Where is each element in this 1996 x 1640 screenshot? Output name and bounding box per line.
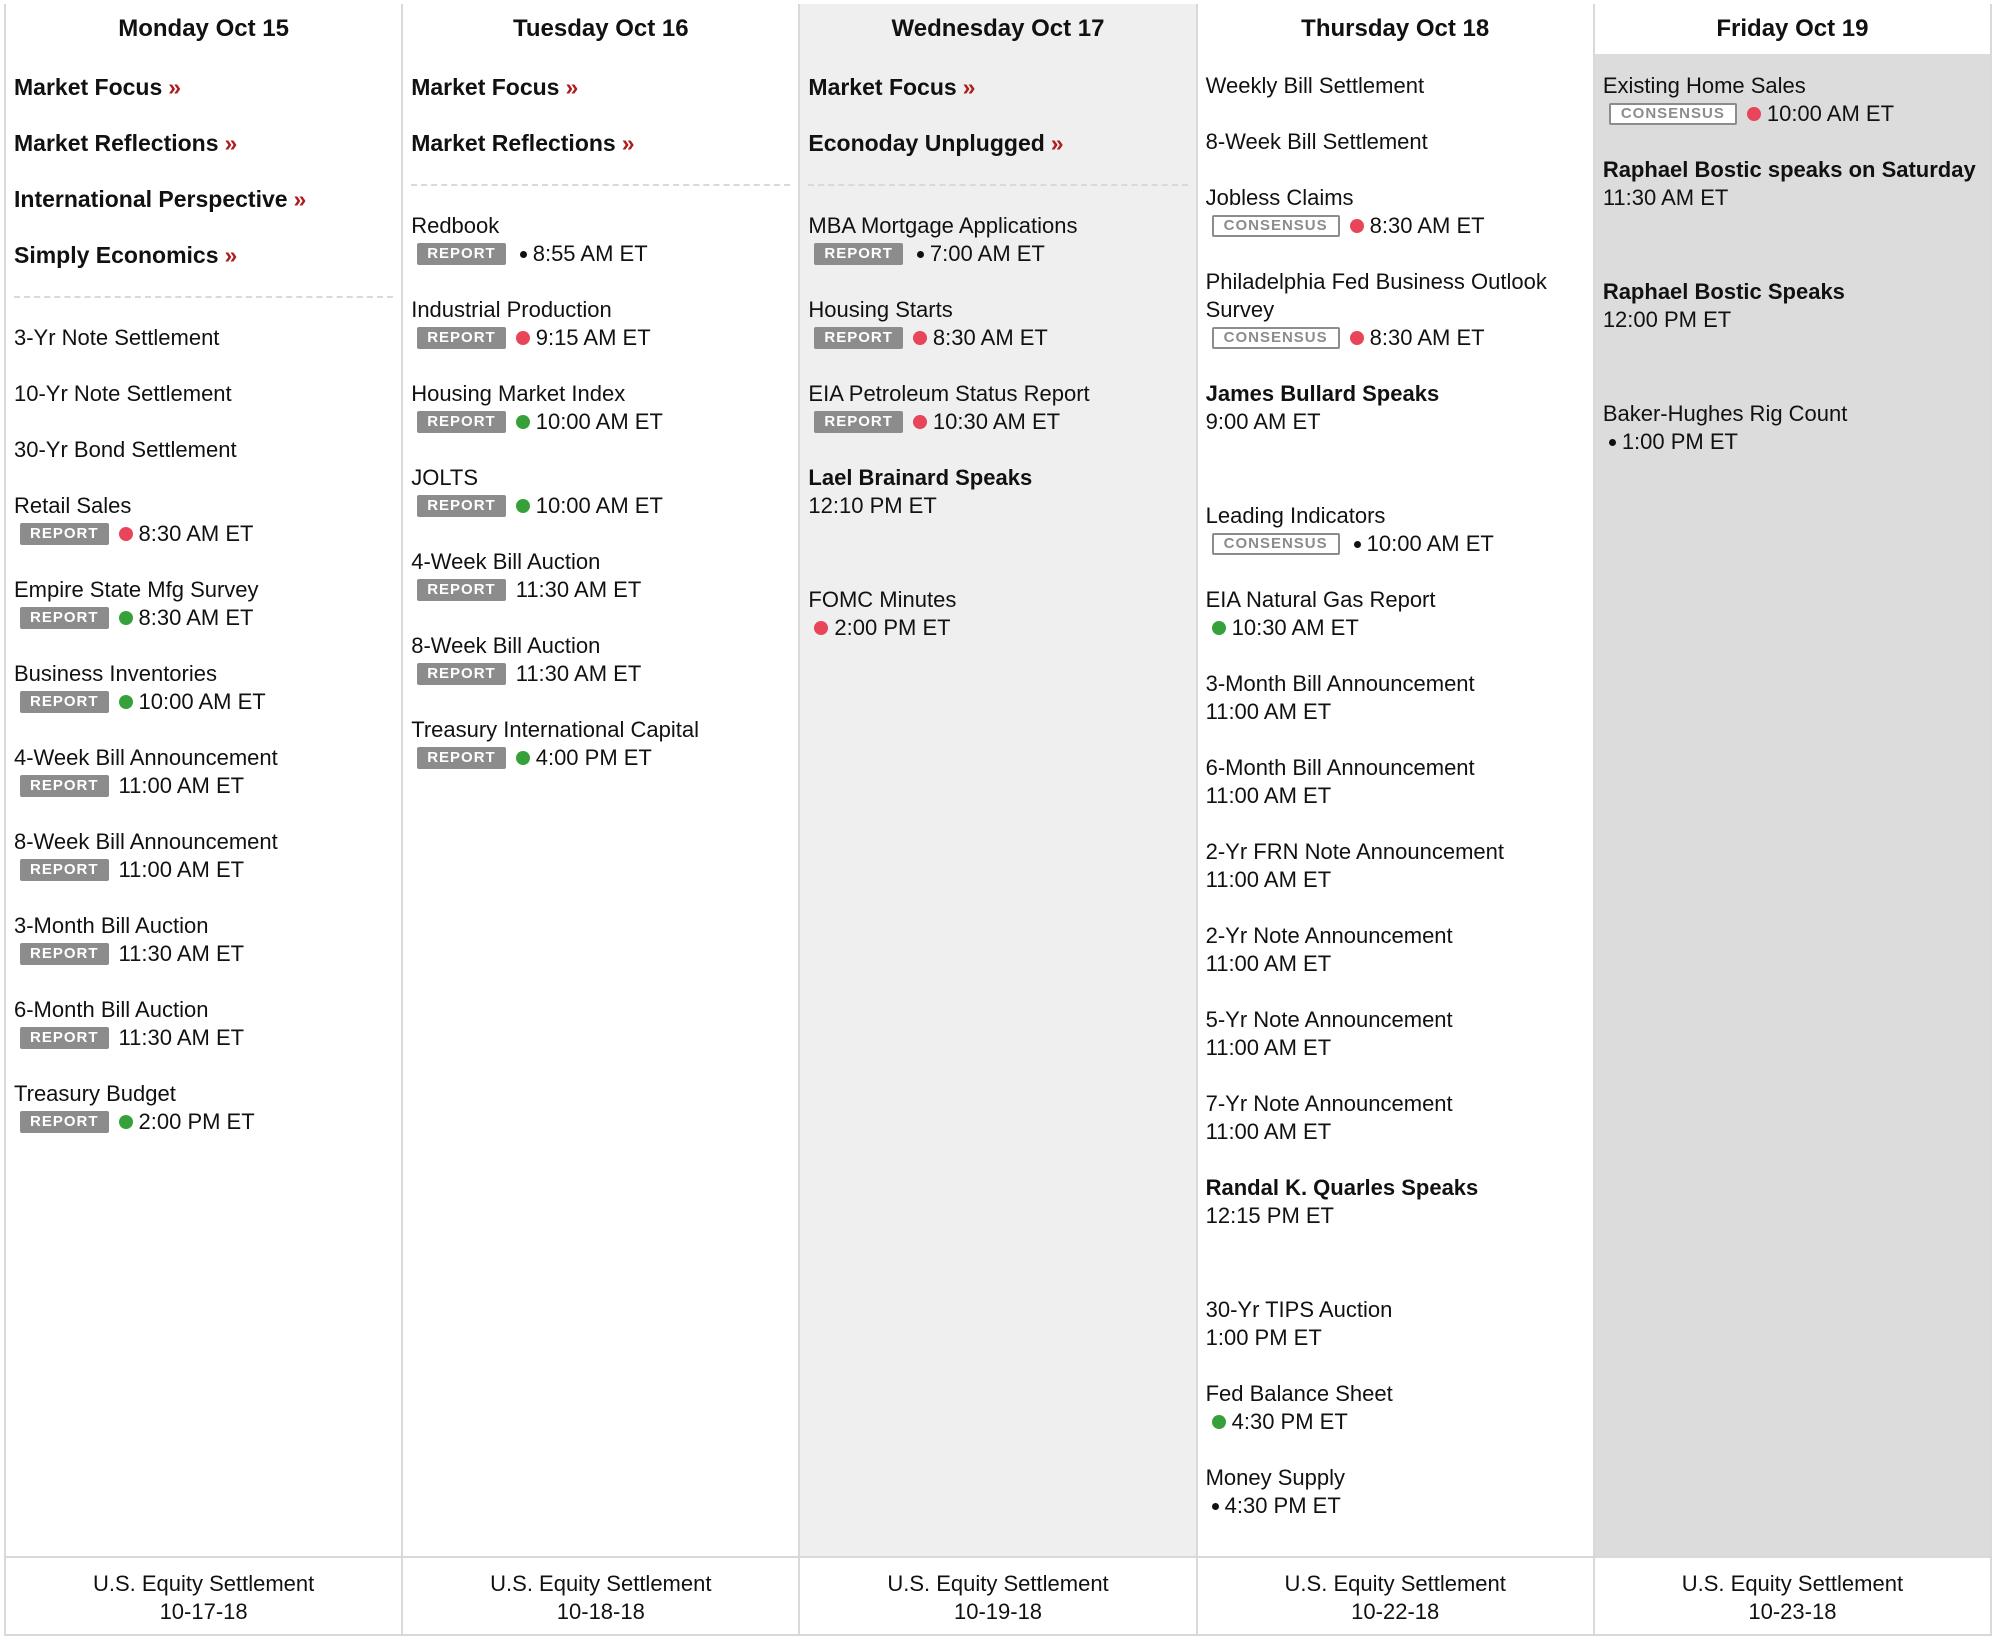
report-badge[interactable]: REPORT [417, 747, 506, 769]
divider [808, 184, 1187, 186]
event-name-link[interactable]: 5-Yr Note Announcement [1205, 1007, 1453, 1032]
event-name-link[interactable]: Redbook [411, 213, 500, 238]
event-name-link[interactable]: 4-Week Bill Auction [411, 549, 601, 574]
feature-link[interactable] [14, 240, 393, 296]
report-badge[interactable]: REPORT [20, 943, 109, 965]
event-name-link[interactable]: Raphael Bostic Speaks [1602, 279, 1845, 304]
event-meta [411, 576, 790, 604]
event-name-link[interactable]: Baker-Hughes Rig Count [1602, 401, 1848, 426]
day-footer [1595, 1556, 1990, 1634]
event-meta [1206, 698, 1585, 726]
event-time: 11:00 AM ET [118, 857, 245, 882]
day-events [403, 54, 798, 1556]
event-name-link[interactable]: Lael Brainard Speaks [808, 465, 1033, 490]
calendar-event [1206, 502, 1585, 558]
event-meta [1206, 1492, 1585, 1520]
event-time: 12:15 PM ET [1205, 1203, 1334, 1228]
event-name-link[interactable]: JOLTS [411, 465, 479, 490]
event-name-link[interactable]: 4-Week Bill Announcement [14, 745, 278, 770]
calendar-event [1206, 268, 1585, 352]
event-time: 10:00 AM ET [1766, 101, 1895, 126]
event-name-link[interactable]: 8-Week Bill Settlement [1205, 129, 1428, 154]
event-name-link[interactable]: Industrial Production [411, 297, 612, 322]
calendar-event [14, 380, 393, 408]
black-dot-icon [520, 251, 527, 258]
day-events [1198, 54, 1593, 1556]
event-name-link[interactable]: Business Inventories [14, 661, 217, 686]
event-meta [14, 1024, 393, 1052]
event-time: 1:00 PM ET [1205, 1325, 1322, 1350]
event-name-link[interactable]: 2-Yr FRN Note Announcement [1205, 839, 1504, 864]
calendar-event [14, 436, 393, 464]
event-time: 11:00 AM ET [118, 773, 245, 798]
event-time: 10:00 AM ET [1366, 531, 1494, 556]
calendar-event [1206, 1006, 1585, 1062]
feature-links [808, 54, 1187, 184]
report-badge[interactable]: REPORT [417, 495, 506, 517]
event-meta [808, 614, 1187, 642]
black-dot-icon [1212, 1503, 1219, 1510]
event-name-link[interactable]: 3-Yr Note Settlement [14, 325, 220, 350]
event-meta [1206, 1324, 1585, 1352]
event-name-link[interactable]: Treasury Budget [14, 1081, 176, 1106]
event-meta [1603, 428, 1982, 456]
event-name-link[interactable]: 30-Yr TIPS Auction [1205, 1297, 1393, 1322]
event-meta [1206, 212, 1585, 240]
day-column [6, 4, 403, 1634]
consensus-badge[interactable]: CONSENSUS [1212, 533, 1340, 555]
calendar-event [1206, 1464, 1585, 1520]
event-time: 10:00 AM ET [535, 493, 663, 518]
event-name-link[interactable]: MBA Mortgage Applications [808, 213, 1078, 238]
event-meta [1603, 100, 1982, 128]
red-dot-icon [516, 331, 530, 345]
feature-label: Market Reflections [14, 130, 219, 156]
red-dot-icon [913, 331, 927, 345]
calendar-event [1206, 670, 1585, 726]
event-name-link[interactable]: 8-Week Bill Auction [411, 633, 601, 658]
event-name-link[interactable]: 6-Month Bill Announcement [1205, 755, 1475, 780]
report-badge[interactable]: REPORT [20, 691, 109, 713]
event-meta [1603, 306, 1982, 334]
consensus-badge[interactable]: CONSENSUS [1609, 103, 1737, 125]
settlement-label: U.S. Equity Settlement [1681, 1571, 1904, 1596]
event-meta [1206, 1202, 1585, 1230]
calendar-event [1206, 1090, 1585, 1146]
event-meta [411, 660, 790, 688]
event-name-link[interactable]: 3-Month Bill Auction [14, 913, 209, 938]
black-dot-icon [917, 251, 924, 258]
event-meta [411, 492, 790, 520]
day-column [1198, 4, 1595, 1634]
consensus-badge[interactable]: CONSENSUS [1212, 215, 1340, 237]
event-name-link[interactable]: Raphael Bostic speaks on Saturday [1602, 157, 1976, 182]
calendar-event [1603, 72, 1982, 128]
feature-link[interactable] [411, 128, 790, 184]
day-events [1595, 54, 1990, 1556]
calendar-event [1603, 156, 1982, 212]
day-header: Friday Oct 19 [1716, 15, 1869, 42]
feature-links [14, 54, 393, 296]
settlement-date: 10-23-18 [1748, 1599, 1837, 1624]
weekly-calendar [4, 4, 1992, 1636]
event-meta [808, 324, 1187, 352]
event-name-link[interactable]: Housing Market Index [411, 381, 626, 406]
calendar-event [808, 212, 1187, 268]
report-badge[interactable]: REPORT [814, 327, 903, 349]
event-name-link[interactable]: Randal K. Quarles Speaks [1205, 1175, 1479, 1200]
calendar-event [1206, 838, 1585, 894]
event-meta [1206, 866, 1585, 894]
event-meta [1206, 408, 1585, 436]
report-badge[interactable]: REPORT [814, 243, 903, 265]
event-time: 10:00 AM ET [138, 689, 266, 714]
event-time: 1:00 PM ET [1621, 429, 1738, 454]
green-dot-icon [119, 695, 133, 709]
event-meta [808, 408, 1187, 436]
calendar-event [1206, 72, 1585, 100]
green-dot-icon [516, 499, 530, 513]
event-time: 8:30 AM ET [932, 325, 1048, 350]
event-meta [411, 240, 790, 268]
report-badge[interactable]: REPORT [814, 411, 903, 433]
red-dot-icon [1350, 331, 1364, 345]
calendar-event [411, 212, 790, 268]
event-meta [1206, 614, 1585, 642]
red-dot-icon [913, 415, 927, 429]
event-name-link[interactable]: EIA Petroleum Status Report [808, 381, 1090, 406]
event-time: 9:00 AM ET [1205, 409, 1321, 434]
event-time: 8:30 AM ET [138, 521, 254, 546]
black-dot-icon [1354, 541, 1361, 548]
event-name-link[interactable]: Philadelphia Fed Business Outlook Survey [1205, 269, 1547, 322]
feature-link[interactable] [14, 184, 393, 240]
calendar-event [1206, 380, 1585, 436]
chevron-right-icon: » [1050, 130, 1064, 156]
event-meta [411, 324, 790, 352]
event-time: 12:00 PM ET [1602, 307, 1732, 332]
calendar-event [1206, 922, 1585, 978]
red-dot-icon [1350, 219, 1364, 233]
event-name-link[interactable]: Empire State Mfg Survey [14, 577, 259, 602]
calendar-event [14, 996, 393, 1052]
event-meta [14, 520, 393, 548]
settlement-date: 10-18-18 [556, 1599, 645, 1624]
feature-label: Market Reflections [411, 130, 616, 156]
event-time: 4:00 PM ET [535, 745, 652, 770]
event-name-link[interactable]: 7-Yr Note Announcement [1205, 1091, 1453, 1116]
day-column [403, 4, 800, 1634]
feature-links [411, 54, 790, 184]
event-time: 4:30 PM ET [1231, 1409, 1348, 1434]
feature-link[interactable] [808, 72, 1187, 128]
calendar-event [808, 296, 1187, 352]
report-badge[interactable]: REPORT [417, 411, 506, 433]
feature-link[interactable] [808, 128, 1187, 184]
chevron-right-icon: » [962, 74, 976, 100]
chevron-right-icon: » [565, 74, 579, 100]
calendar-event [808, 464, 1187, 520]
chevron-right-icon: » [224, 242, 238, 268]
day-events [6, 54, 401, 1556]
calendar-event [808, 380, 1187, 436]
event-name-link[interactable]: Existing Home Sales [1602, 73, 1806, 98]
chevron-right-icon: » [224, 130, 238, 156]
event-name-link[interactable]: 8-Week Bill Announcement [14, 829, 278, 854]
event-time: 8:30 AM ET [138, 605, 254, 630]
event-time: 7:00 AM ET [929, 241, 1045, 266]
calendar-event [1603, 278, 1982, 334]
event-meta [1206, 950, 1585, 978]
report-badge[interactable]: REPORT [20, 1027, 109, 1049]
divider [14, 296, 393, 298]
event-name-link[interactable]: Retail Sales [14, 493, 132, 518]
report-badge[interactable]: REPORT [20, 523, 109, 545]
calendar-event [1206, 1380, 1585, 1436]
event-meta [14, 856, 393, 884]
consensus-badge[interactable]: CONSENSUS [1212, 327, 1340, 349]
settlement-date: 10-17-18 [159, 1599, 248, 1624]
event-time: 11:30 AM ET [515, 577, 642, 602]
green-dot-icon [1212, 1415, 1226, 1429]
report-badge[interactable]: REPORT [20, 607, 109, 629]
calendar-event [14, 492, 393, 548]
event-time: 11:30 AM ET [118, 1025, 245, 1050]
calendar-event [411, 716, 790, 772]
feature-label: International Perspective [14, 186, 288, 212]
green-dot-icon [516, 751, 530, 765]
event-time: 9:15 AM ET [535, 325, 651, 350]
event-name-link[interactable]: Money Supply [1205, 1465, 1346, 1490]
event-time: 11:30 AM ET [1602, 185, 1729, 210]
spacer [1603, 54, 1982, 72]
day-footer [1198, 1556, 1593, 1634]
feature-link[interactable] [411, 72, 790, 128]
event-time: 10:30 AM ET [1231, 615, 1359, 640]
day-footer [6, 1556, 401, 1634]
red-dot-icon [1747, 107, 1761, 121]
calendar-event [14, 1080, 393, 1136]
event-meta [1603, 184, 1982, 212]
event-time: 2:00 PM ET [138, 1109, 255, 1134]
calendar-event [14, 576, 393, 632]
red-dot-icon [119, 527, 133, 541]
event-time: 11:00 AM ET [1205, 699, 1332, 724]
day-footer [403, 1556, 798, 1634]
settlement-label: U.S. Equity Settlement [92, 1571, 315, 1596]
calendar-event [14, 324, 393, 352]
event-time: 11:00 AM ET [1205, 951, 1332, 976]
calendar-event [808, 586, 1187, 642]
event-meta [14, 604, 393, 632]
day-footer [800, 1556, 1195, 1634]
event-meta [14, 688, 393, 716]
calendar-event [411, 464, 790, 520]
event-name-link[interactable]: 3-Month Bill Announcement [1205, 671, 1475, 696]
event-time: 11:00 AM ET [1205, 1119, 1332, 1144]
calendar-event [14, 744, 393, 800]
green-dot-icon [1212, 621, 1226, 635]
chevron-right-icon: » [293, 186, 307, 212]
feature-label: Market Focus [411, 74, 560, 100]
day-header: Thursday Oct 18 [1301, 15, 1490, 42]
event-name-link[interactable]: Jobless Claims [1205, 185, 1354, 210]
day-header: Wednesday Oct 17 [800, 4, 1195, 54]
event-time: 8:55 AM ET [532, 241, 648, 266]
black-dot-icon [1609, 439, 1616, 446]
event-meta [1206, 1034, 1585, 1062]
event-meta [14, 772, 393, 800]
event-time: 11:30 AM ET [515, 661, 642, 686]
settlement-date: 10-22-18 [1351, 1599, 1440, 1624]
event-meta [1206, 1408, 1585, 1436]
event-meta [14, 1108, 393, 1136]
report-badge[interactable]: REPORT [417, 663, 506, 685]
calendar-event [411, 632, 790, 688]
report-badge[interactable]: REPORT [20, 859, 109, 881]
event-meta [14, 940, 393, 968]
event-time: 11:30 AM ET [118, 941, 245, 966]
feature-link[interactable] [14, 128, 393, 184]
calendar-event [411, 296, 790, 352]
green-dot-icon [119, 1115, 133, 1129]
calendar-event [14, 912, 393, 968]
event-time: 4:30 PM ET [1224, 1493, 1341, 1518]
calendar-event [14, 828, 393, 884]
event-time: 11:00 AM ET [1205, 1035, 1332, 1060]
report-badge[interactable]: REPORT [20, 775, 109, 797]
day-header: Monday Oct 15 [118, 15, 289, 42]
settlement-label: U.S. Equity Settlement [490, 1571, 712, 1596]
spacer [1206, 54, 1585, 72]
event-meta [1206, 782, 1585, 810]
event-name-link[interactable]: 10-Yr Note Settlement [14, 381, 232, 406]
calendar-event [1206, 128, 1585, 156]
report-badge[interactable]: REPORT [417, 327, 506, 349]
event-time: 11:00 AM ET [1205, 783, 1332, 808]
calendar-event [1206, 754, 1585, 810]
red-dot-icon [814, 621, 828, 635]
settlement-label: U.S. Equity Settlement [1284, 1571, 1506, 1596]
event-time: 10:30 AM ET [932, 409, 1061, 434]
event-meta [411, 408, 790, 436]
green-dot-icon [516, 415, 530, 429]
event-meta [1206, 530, 1585, 558]
event-time: 10:00 AM ET [535, 409, 663, 434]
feature-label: Econoday Unplugged [808, 130, 1045, 156]
feature-label: Market Focus [808, 74, 957, 100]
event-meta [1206, 1118, 1585, 1146]
event-name-link[interactable]: 6-Month Bill Auction [14, 997, 209, 1022]
calendar-event [1603, 400, 1982, 456]
feature-label: Simply Economics [14, 242, 219, 268]
event-name-link[interactable]: Housing Starts [808, 297, 953, 322]
calendar-event [411, 548, 790, 604]
event-name-link[interactable]: Weekly Bill Settlement [1205, 73, 1425, 98]
day-column [800, 4, 1197, 1634]
event-time: 11:00 AM ET [1205, 867, 1332, 892]
event-time: 2:00 PM ET [834, 615, 951, 640]
divider [411, 184, 790, 186]
event-meta [1206, 324, 1585, 352]
calendar-event [411, 380, 790, 436]
event-name-link[interactable]: Treasury International Capital [411, 717, 699, 742]
day-column [1595, 4, 1992, 1634]
event-meta [808, 492, 1187, 520]
event-name-link[interactable]: 30-Yr Bond Settlement [14, 437, 237, 462]
report-badge[interactable]: REPORT [417, 579, 506, 601]
chevron-right-icon: » [621, 130, 635, 156]
day-header: Tuesday Oct 16 [512, 15, 689, 42]
report-badge[interactable]: REPORT [20, 1111, 109, 1133]
feature-link[interactable] [14, 72, 393, 128]
event-time: 12:10 PM ET [808, 493, 937, 518]
calendar-event [1206, 184, 1585, 240]
event-name-link[interactable]: FOMC Minutes [808, 587, 957, 612]
event-name-link[interactable]: 2-Yr Note Announcement [1205, 923, 1453, 948]
feature-label: Market Focus [14, 74, 163, 100]
event-name-link[interactable]: James Bullard Speaks [1205, 381, 1440, 406]
settlement-label: U.S. Equity Settlement [887, 1571, 1109, 1596]
calendar-event [1206, 586, 1585, 642]
report-badge[interactable]: REPORT [417, 243, 506, 265]
calendar-event [1206, 1296, 1585, 1352]
chevron-right-icon: » [168, 74, 182, 100]
day-events [800, 54, 1195, 1556]
event-name-link[interactable]: Fed Balance Sheet [1205, 1381, 1393, 1406]
event-name-link[interactable]: EIA Natural Gas Report [1205, 587, 1436, 612]
event-meta [808, 240, 1187, 268]
settlement-date: 10-19-18 [953, 1599, 1043, 1624]
event-time: 8:30 AM ET [1369, 213, 1485, 238]
calendar-event [14, 660, 393, 716]
event-meta [411, 744, 790, 772]
green-dot-icon [119, 611, 133, 625]
calendar-event [1206, 1174, 1585, 1230]
event-time: 8:30 AM ET [1369, 325, 1485, 350]
event-name-link[interactable]: Leading Indicators [1205, 503, 1386, 528]
